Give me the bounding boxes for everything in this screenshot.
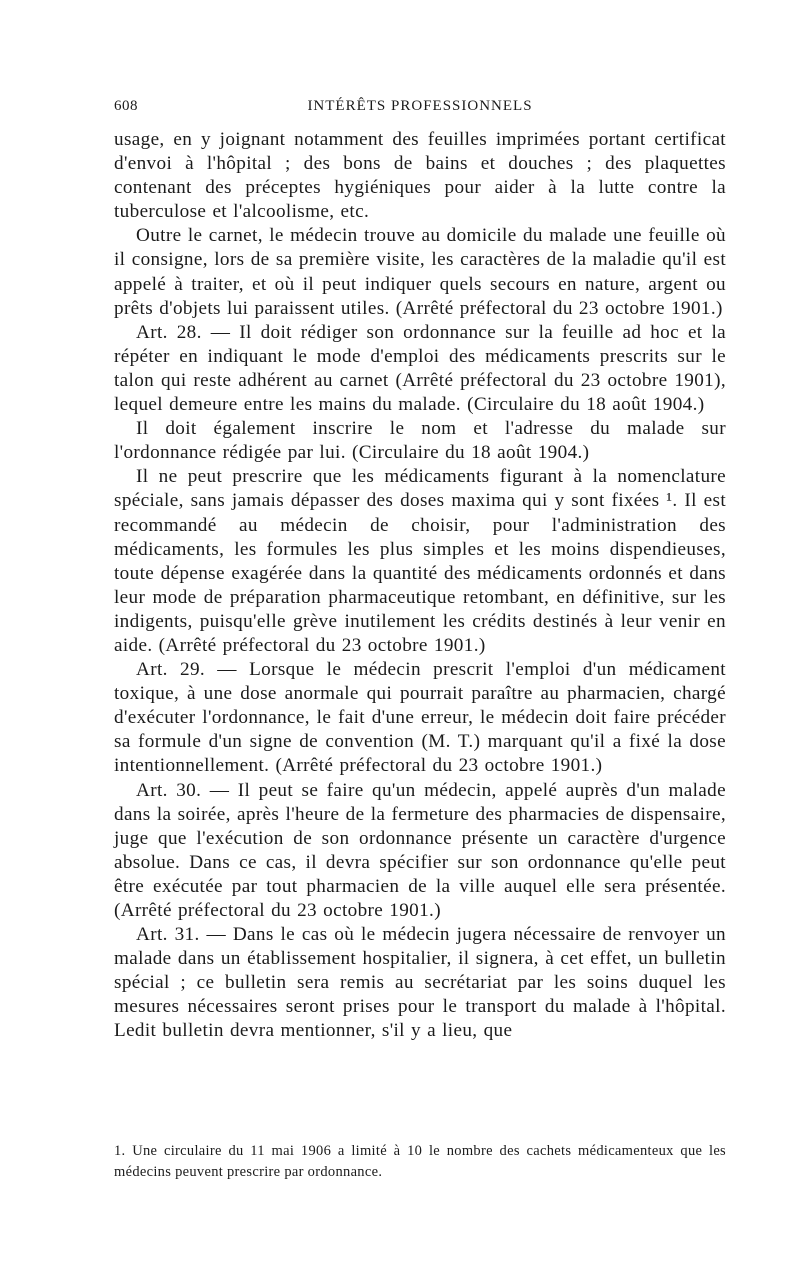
- paragraph-art-30: Art. 30. — Il peut se faire qu'un médecin, appelé auprès d'un malade dans la soirée, après l'heure de la fermeture des pharmacies de dispensaire, juge que l'exécution de son ordonnance présente un caractère d'urgence absolue. Dans ce cas, il devra spécifier sur son ordonnance qu'elle peut être exécutée par tout pharmacien de la ville auquel elle sera présentée. (Arrêté préfectoral du 23 octobre 1901.): [114, 779, 726, 921]
- paragraph-continuation: usage, en y joignant notamment des feuilles imprimées portant certificat d'envoi à l'hôpital ; des bons de bains et douches ; des plaquettes contenant des préceptes hygiéniques pour aider à la lutte contre la tuberculose et l'alcoolisme, etc.: [114, 129, 726, 223]
- page-number: 608: [114, 98, 138, 114]
- running-title: INTÉRÊTS PROFESSIONNELS: [307, 98, 533, 114]
- paragraph-adresse: Il doit également inscrire le nom et l'adresse du malade sur l'ordonnance rédigée par lui. (Circulaire du 18 août 1904.): [114, 418, 726, 464]
- page-header: [114, 98, 726, 120]
- body-text: [114, 128, 726, 1044]
- paragraph-art-31: Art. 31. — Dans le cas où le médecin jugera nécessaire de renvoyer un malade dans un établissement hospitalier, il signera, à cet effet, un bulletin spécial ; ce bulletin sera remis au secrétariat par les soins duquel les mesures nécessaires seront prises pour le transport du malade à l'hôpital. Ledit bulletin devra mentionner, s'il y a lieu, que: [114, 924, 726, 1042]
- paragraph-carnet: Outre le carnet, le médecin trouve au domicile du malade une feuille où il consigne, lors de sa première visite, les caractères de la maladie qu'il est appelé à traiter, et où il peut indiquer quels secours en nature, argent ou prêts d'objets lui paraissent utiles. (Arrêté préfectoral du 23 octobre 1901.): [114, 225, 726, 319]
- footnote: [114, 1141, 726, 1183]
- footnote-text: 1. Une circulaire du 11 mai 1906 a limité à 10 le nombre des cachets médicamenteux que les médecins peuvent prescrire par ordonnance.: [114, 1143, 726, 1180]
- paragraph-art-29: Art. 29. — Lorsque le médecin prescrit l'emploi d'un médicament toxique, à une dose anormale qui pourrait paraître au pharmacien, chargé d'exécuter l'ordonnance, le fait d'une erreur, le médecin doit faire précéder sa formule d'un signe de convention (M. T.) marquant qu'il a fixé la dose intentionnellement. (Arrêté préfectoral du 23 octobre 1901.): [114, 659, 726, 777]
- paragraph-nomenclature: Il ne peut prescrire que les médicaments figurant à la nomenclature spéciale, sans jamais dépasser des doses maxima qui y sont fixées ¹. Il est recommandé au médecin de choisir, pour l'administration des médicaments, les formules les plus simples et les moins dispendieuses, toute dépense exagérée dans la quantité des médicaments ordonnés et dans leur mode de préparation pharmaceutique retombant, en définitive, sur les indigents, puisqu'elle grève inutilement les crédits destinés à leur venir en aide. (Arrêté préfectoral du 23 octobre 1901.): [114, 466, 726, 656]
- paragraph-art-28: Art. 28. — Il doit rédiger son ordonnance sur la feuille ad hoc et la répéter en indiquant le mode d'emploi des médicaments prescrits sur le talon qui reste adhérent au carnet (Arrêté préfectoral du 23 octobre 1901), lequel demeure entre les mains du malade. (Circulaire du 18 août 1904.): [114, 321, 726, 416]
